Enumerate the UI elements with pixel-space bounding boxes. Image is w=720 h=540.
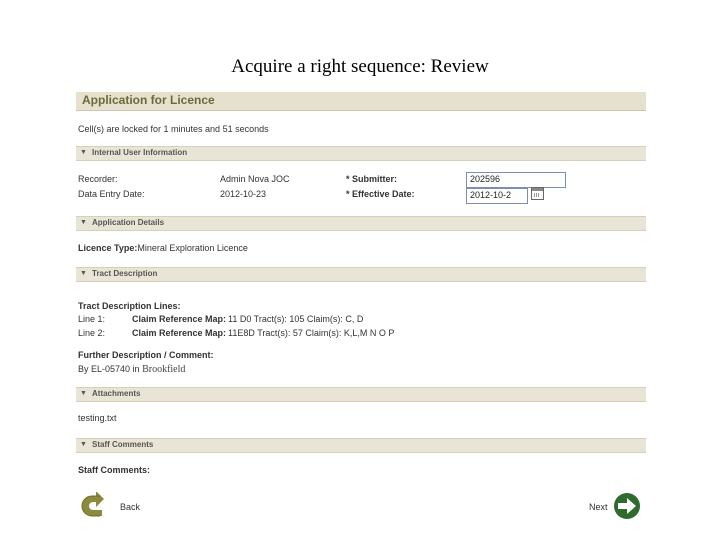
section-label: Attachments (92, 389, 141, 398)
recorder-value: Admin Nova JOC (220, 174, 290, 184)
effective-date-label: * Effective Date: (346, 189, 415, 199)
collapse-triangle-icon[interactable]: ▼ (80, 270, 87, 277)
section-internal-user[interactable] (76, 146, 646, 161)
slide-title: Acquire a right sequence: Review (231, 56, 489, 77)
lock-message: Cell(s) are locked for 1 minutes and 51 seconds (78, 124, 269, 134)
further-description-insert: Brookfield (142, 364, 186, 375)
recorder-label: Recorder: (78, 174, 118, 184)
section-staff-comments[interactable] (76, 438, 646, 453)
next-button[interactable] (612, 491, 642, 519)
application-header (76, 92, 646, 111)
tract-line-label: Claim Reference Map: (132, 328, 227, 338)
section-label: Staff Comments (92, 440, 154, 449)
tract-line-label: Claim Reference Map: (132, 314, 227, 324)
back-button[interactable] (80, 492, 110, 520)
submitter-label: * Submitter: (346, 174, 398, 184)
collapse-triangle-icon[interactable]: ▼ (80, 219, 87, 226)
collapse-triangle-icon[interactable]: ▼ (80, 149, 87, 156)
section-attachments[interactable] (76, 387, 646, 402)
section-application-details[interactable] (76, 216, 646, 231)
application-panel (76, 92, 646, 512)
next-arrow-icon[interactable] (612, 491, 642, 521)
staff-comments-label: Staff Comments: (78, 465, 151, 475)
data-entry-date-value: 2012-10-23 (220, 189, 267, 199)
collapse-triangle-icon[interactable]: ▼ (80, 390, 87, 397)
licence-type-value: Mineral Exploration Licence (137, 243, 248, 253)
submitter-input-value: 202596 (470, 174, 501, 184)
tract-lines-label: Tract Description Lines: (78, 301, 181, 311)
section-label: Internal User Information (92, 148, 188, 157)
licence-type-label: Licence Type: (78, 243, 138, 253)
section-label: Application Details (92, 218, 165, 227)
effective-date-input-value: 2012-10-2 (470, 190, 512, 200)
back-arrow-icon[interactable] (80, 492, 110, 520)
section-tract-description[interactable] (76, 267, 646, 282)
submitter-input[interactable] (466, 172, 566, 188)
next-label[interactable]: Next (589, 502, 608, 512)
tract-line-number: Line 1: (78, 314, 106, 324)
further-description-value: By EL-05740 in (78, 364, 140, 374)
tract-line-value: 11E8D Tract(s): 57 Claim(s): K,L,M N O P (228, 328, 395, 338)
back-label[interactable]: Back (120, 502, 141, 512)
effective-date-input[interactable] (466, 188, 528, 204)
calendar-icon[interactable] (531, 187, 544, 200)
application-title: Application for Licence (82, 93, 215, 107)
licence-type-row (78, 243, 248, 253)
tract-line-number: Line 2: (78, 328, 106, 338)
further-description-row (78, 364, 185, 375)
further-description-label: Further Description / Comment: (78, 350, 214, 360)
tract-line-value: 11 D0 Tract(s): 105 Claim(s): C, D (228, 314, 364, 324)
section-label: Tract Description (92, 269, 158, 278)
collapse-triangle-icon[interactable]: ▼ (80, 441, 87, 448)
attachment-file-link[interactable]: testing.txt (78, 413, 117, 423)
data-entry-date-label: Data Entry Date: (78, 189, 145, 199)
